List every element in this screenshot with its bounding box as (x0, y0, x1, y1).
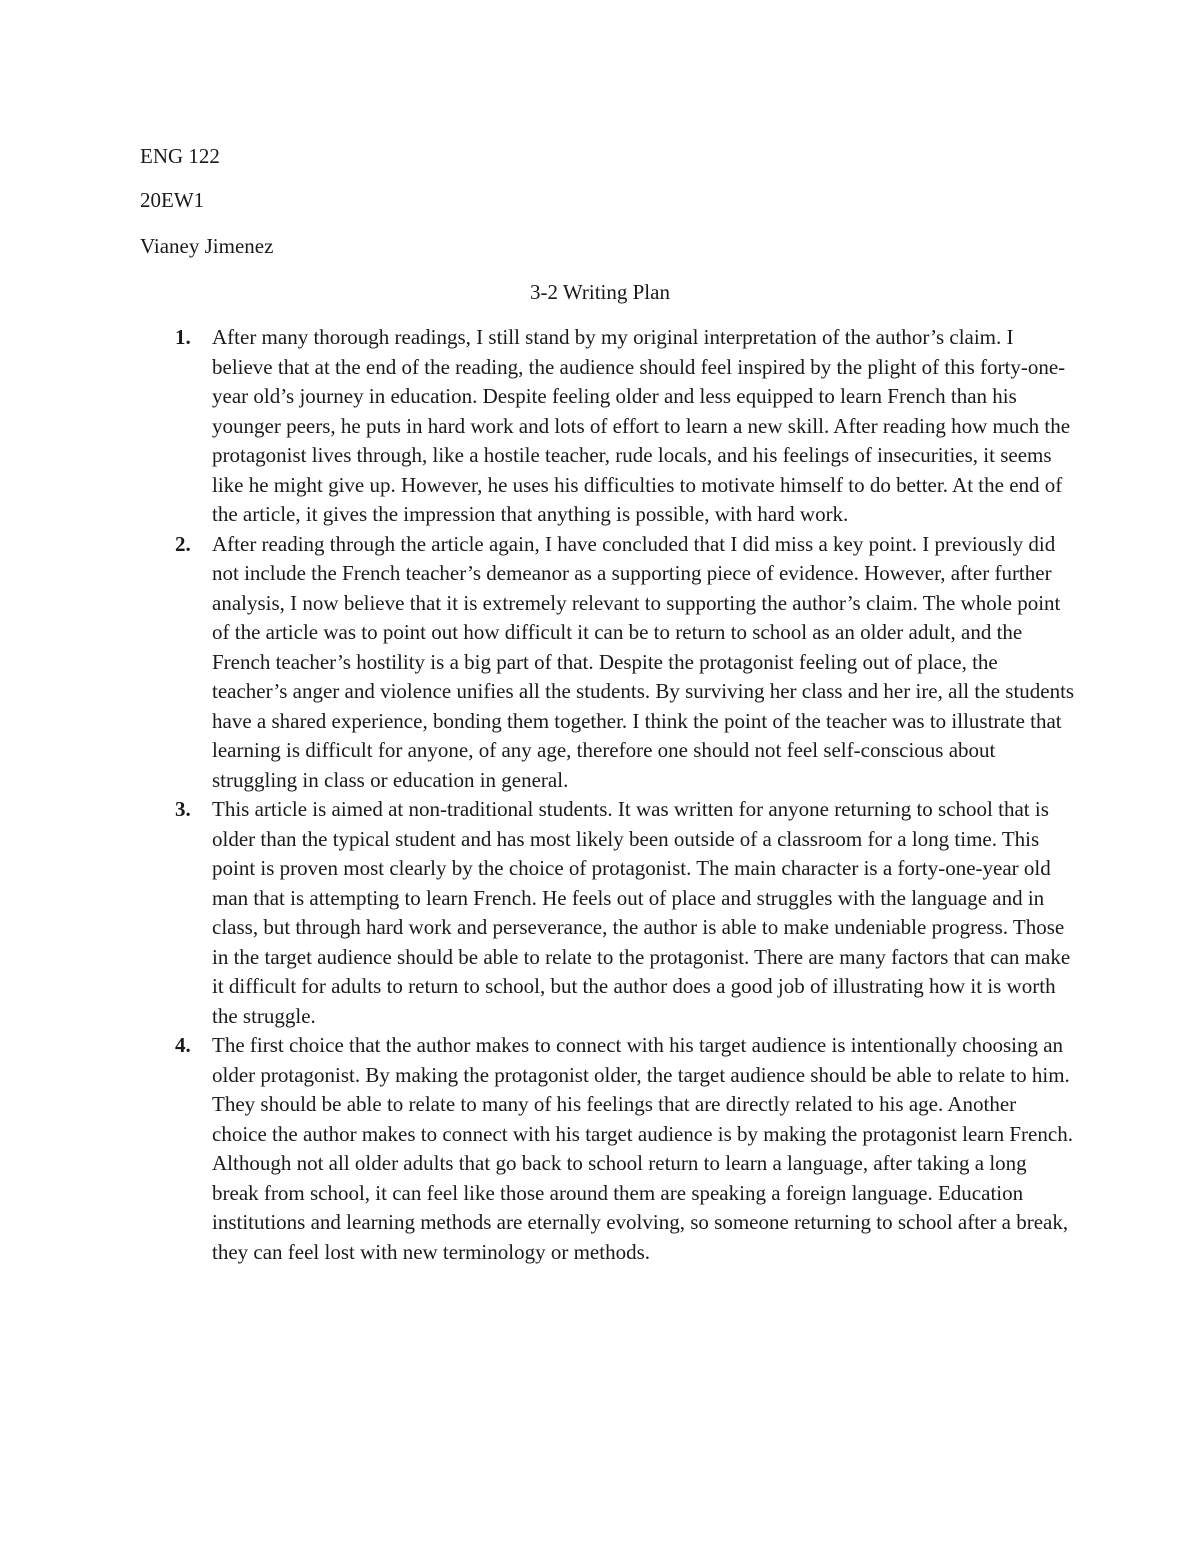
list-item-text: This article is aimed at non-traditional students. It was written for anyone returning to school that is older than the typical student and has most likely been outside of a classroom for a long time. This point is proven most clearly by the choice of protagonist. The main character is a forty-one-year old man that is attempting to learn French. He feels out of place and struggles with the language and in class, but through hard work and perseverance, the author is able to make undeniable progress. Those in the target audience should be able to relate to the protagonist. There are many factors that can make it difficult for adults to return to school, but the author does a good job of illustrating how it is worth the struggle. (212, 797, 1071, 1028)
list-item-number: 3. (175, 797, 191, 821)
list-item-text: The first choice that the author makes to connect with his target audience is intentionally choosing an older protagonist. By making the protagonist older, the target audience should be able to relate to him. They should be able to relate to many of his feelings that are directly related to his age. Another choice the author makes to connect with his target audience is by making the protagonist learn French. Although not all older adults that go back to school return to learn a language, after taking a long break from school, it can feel like those around them are speaking a foreign language. Education institutions and learning methods are eternally evolving, so someone returning to school after a break, they can feel lost with new terminology or methods. (212, 1033, 1073, 1264)
list-item-number: 1. (175, 325, 191, 349)
document-title: 3-2 Writing Plan (530, 280, 670, 304)
section-code: 20EW1 (140, 188, 205, 212)
list-item (140, 1031, 1075, 1267)
numbered-list (140, 323, 1075, 1267)
list-item-text: After reading through the article again, I have concluded that I did miss a key point. I previously did not include the French teacher’s demeanor as a supporting piece of evidence. However, after further analysis, I now believe that it is extremely relevant to supporting the author’s claim. The whole point of the article was to point out how difficult it can be to return to school as an older adult, and the French teacher’s hostility is a big part of that. Despite the protagonist feeling out of place, the teacher’s anger and violence unifies all the students. By surviving her class and her ire, all the students have a shared experience, bonding them together. I think the point of the teacher was to illustrate that learning is difficult for anyone, of any age, therefore one should not feel self-conscious about struggling in class or education in general. (212, 531, 1075, 792)
list-item (140, 530, 1075, 796)
list-item-number: 4. (175, 1033, 191, 1057)
list-item (140, 795, 1075, 1031)
course-code: ENG 122 (140, 144, 220, 168)
author-name: Vianey Jimenez (140, 234, 274, 258)
list-item-number: 2. (175, 531, 191, 556)
list-item-text: After many thorough readings, I still stand by my original interpretation of the author’s claim. I believe that at the end of the reading, the audience should feel inspired by the plight of this forty-one-year old’s journey in education. Despite feeling older and less equipped to learn French than his younger peers, he puts in hard work and lots of effort to learn a new skill. After reading how much the protagonist lives through, like a hostile teacher, rude locals, and his feelings of insecurities, it seems like he might give up. However, he uses his difficulties to motivate himself to do better. At the end of the article, it gives the impression that anything is possible, with hard work. (212, 325, 1071, 526)
list-item (140, 323, 1075, 530)
